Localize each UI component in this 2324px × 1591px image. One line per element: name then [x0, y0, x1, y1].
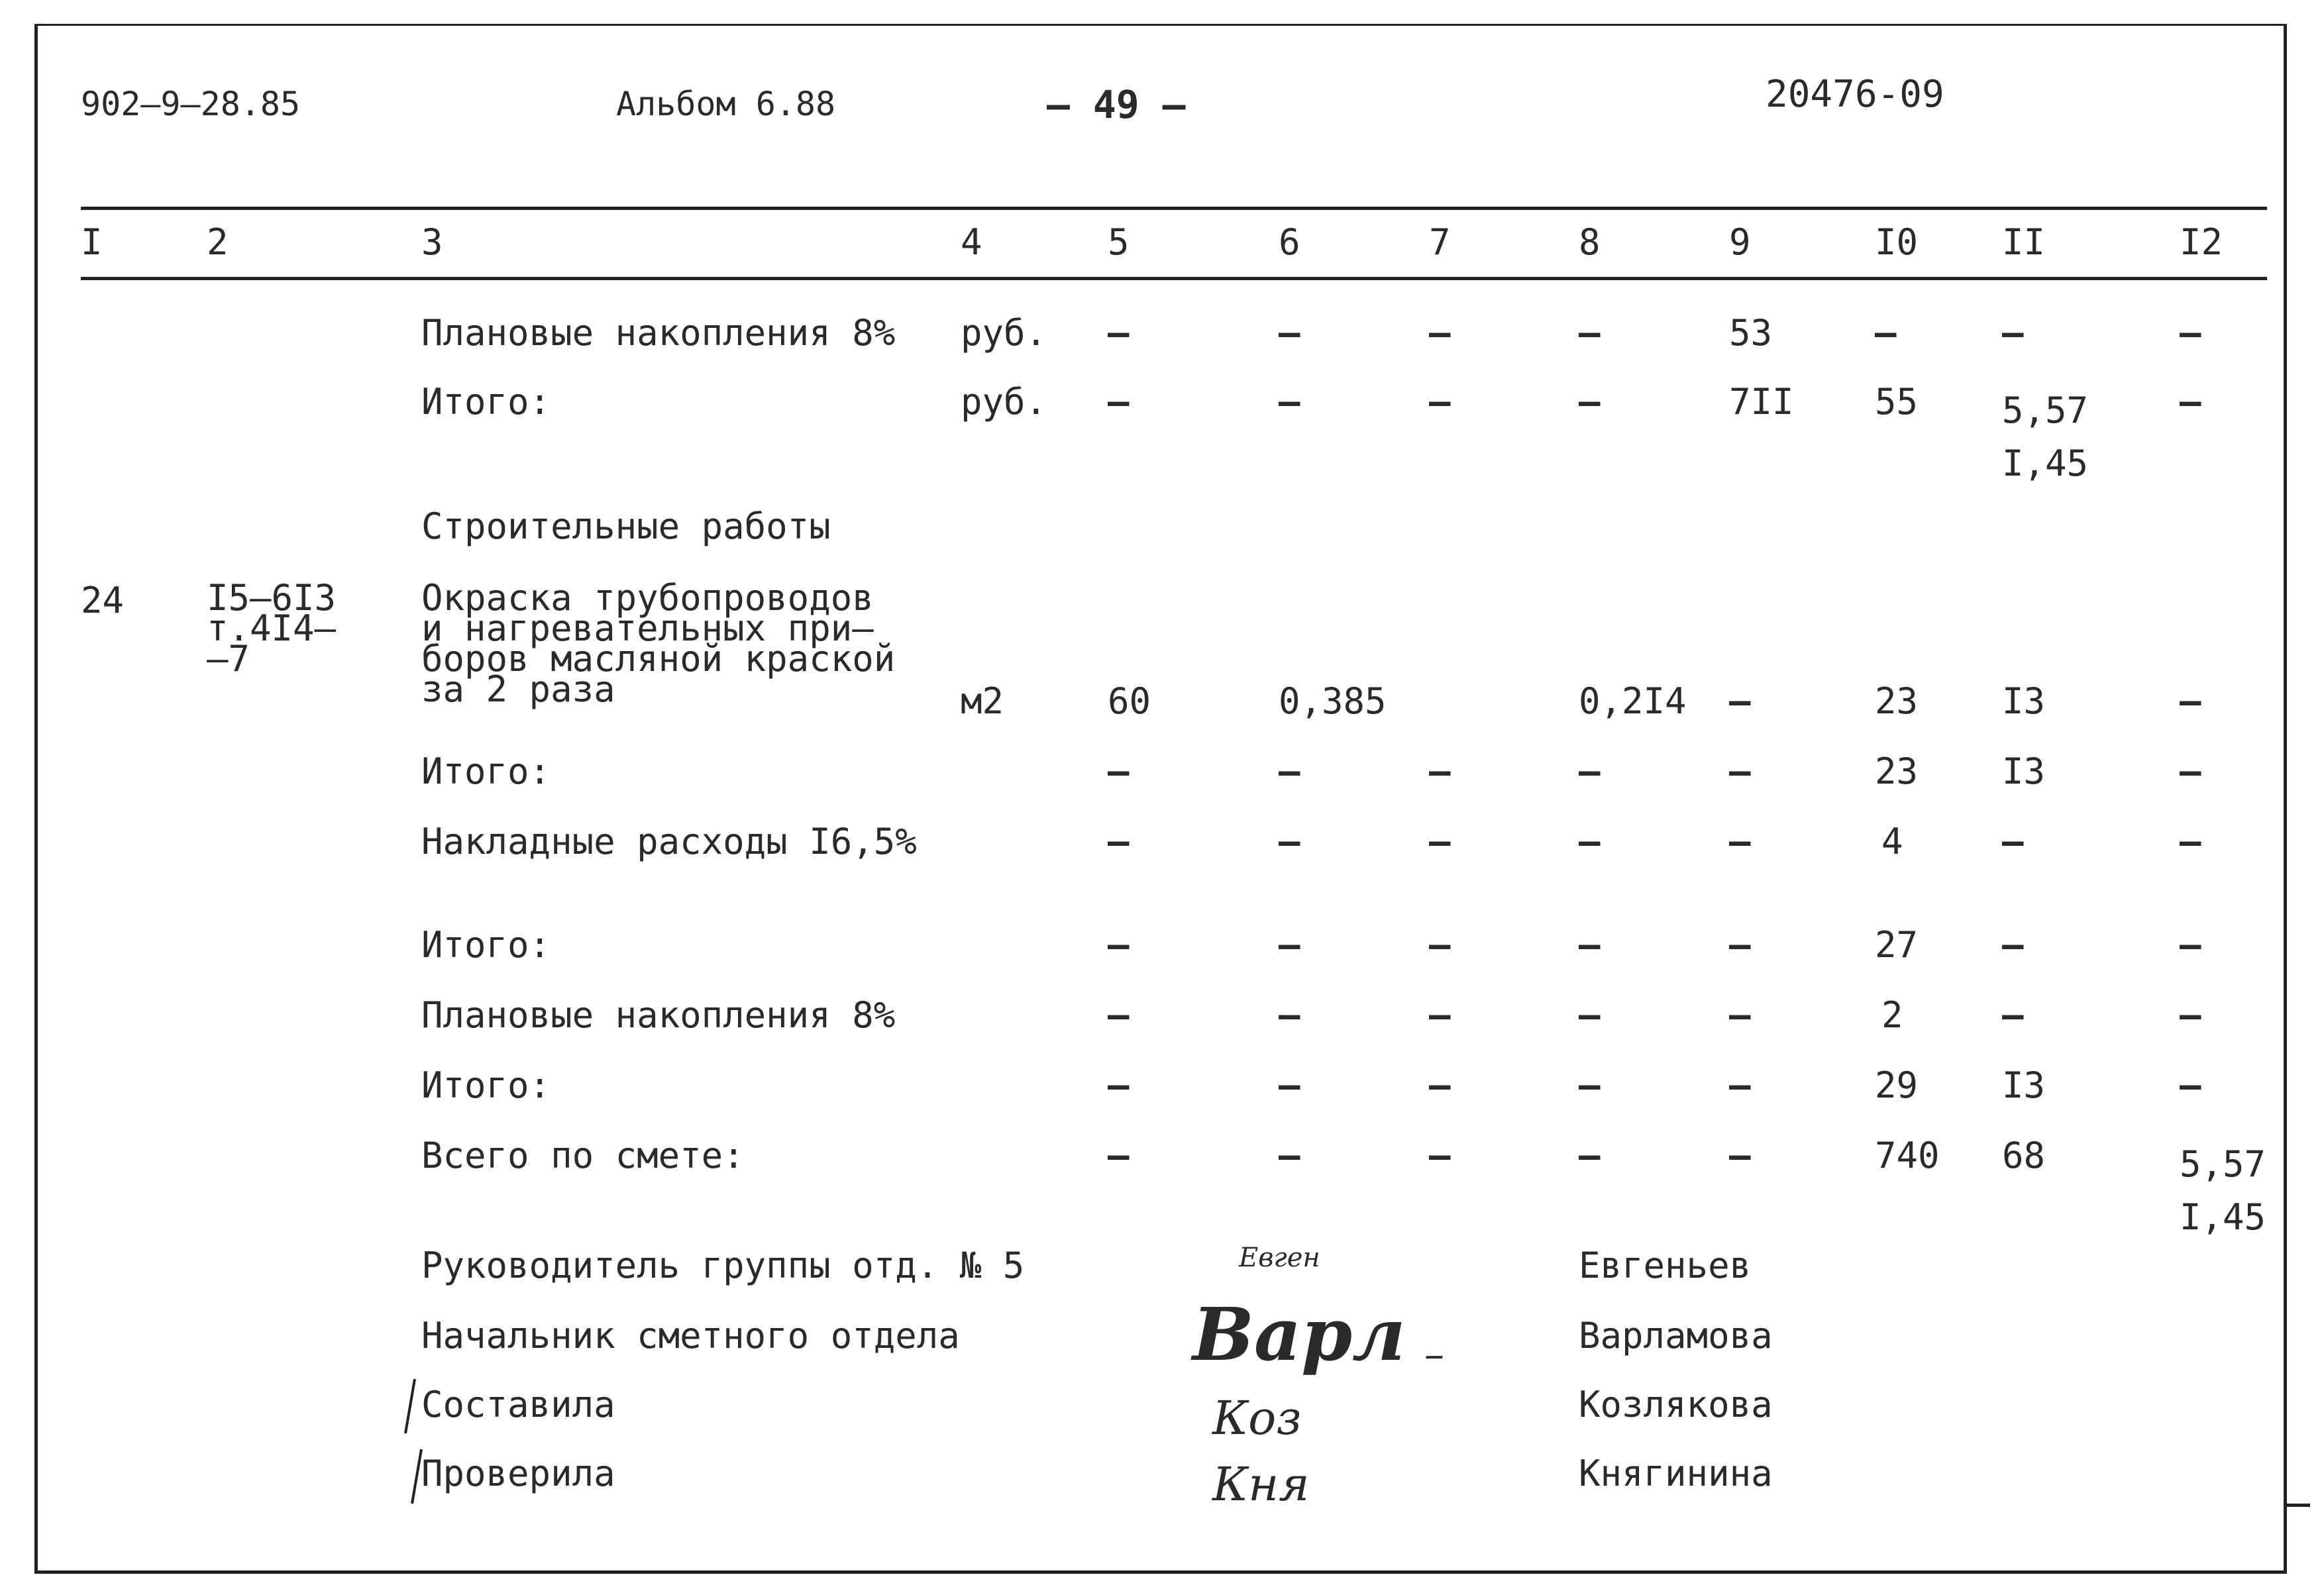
- cell: –: [1429, 994, 1451, 1036]
- item-description: Итого:: [421, 1064, 551, 1106]
- column-header: 3: [421, 221, 443, 263]
- signer-name: Евгеньев: [1579, 1245, 1752, 1286]
- cell: 7II: [1729, 381, 1794, 423]
- cell: –: [1279, 994, 1300, 1036]
- album-label: Альбом 6.88: [616, 85, 836, 123]
- cell: –: [1429, 821, 1451, 862]
- cell: –: [1429, 381, 1451, 423]
- column-header: II: [2002, 221, 2046, 263]
- cell: –: [1579, 1135, 1601, 1176]
- cell: –: [2180, 680, 2201, 722]
- signature-image: Евген: [1239, 1243, 1320, 1273]
- cell: –: [1108, 1064, 1130, 1106]
- cell: –: [1429, 312, 1451, 354]
- signer-name: Козлякова: [1579, 1384, 1773, 1425]
- cell: –: [1579, 821, 1601, 862]
- column-header: 4: [961, 221, 982, 263]
- cell: 53: [1729, 312, 1773, 354]
- document-number: 20476-09: [1766, 73, 1944, 116]
- column-header: 8: [1579, 221, 1601, 263]
- cell: 2: [1881, 994, 1903, 1036]
- edge-mark: [2284, 1504, 2310, 1507]
- cell: –: [1579, 1064, 1601, 1106]
- signer-role: Начальник сметного отдела: [421, 1315, 960, 1357]
- unit: руб.: [961, 312, 1047, 354]
- item-description: Плановые накопления 8%: [421, 994, 896, 1036]
- column-header: 2: [207, 221, 229, 263]
- cell: –: [1429, 1064, 1451, 1106]
- signature-image: Коз: [1212, 1391, 1302, 1445]
- cell: –: [1729, 994, 1751, 1036]
- signer-role: Составила: [421, 1384, 615, 1425]
- cell: –: [1108, 924, 1130, 966]
- cell: –: [2002, 821, 2024, 862]
- cell: –: [1279, 924, 1300, 966]
- document-code: 902–9–28.85: [81, 85, 301, 123]
- item-description: Итого:: [421, 924, 551, 966]
- signer-name: Варламова: [1579, 1315, 1773, 1357]
- cell: 0,385: [1279, 680, 1387, 722]
- item-description: Всего по смете:: [421, 1135, 745, 1176]
- signer-role: Проверила: [421, 1453, 615, 1494]
- cell: –: [1875, 312, 1897, 354]
- signer-role: Руководитель группы отд. № 5: [421, 1245, 1025, 1286]
- item-number: 24: [81, 580, 125, 621]
- cell: –: [2180, 750, 2201, 792]
- unit: м2: [961, 680, 1004, 722]
- cell: 740: [1875, 1135, 1940, 1176]
- cell: –: [1108, 994, 1130, 1036]
- cell: –: [1279, 312, 1300, 354]
- cell: –: [1279, 1064, 1300, 1106]
- column-header: 6: [1279, 221, 1300, 263]
- item-description: Итого:: [421, 381, 551, 423]
- cell: –: [1429, 750, 1451, 792]
- section-title: Строительные работы: [421, 505, 831, 547]
- cell: –: [2180, 821, 2201, 862]
- cell: –: [2180, 1064, 2201, 1106]
- cell: 27: [1875, 924, 1919, 966]
- page-frame: [34, 24, 2287, 1574]
- cell: –: [1729, 1064, 1751, 1106]
- cell: –: [1579, 924, 1601, 966]
- cell: –: [2180, 924, 2201, 966]
- cell: I3: [2002, 680, 2046, 722]
- item-description: Окраска трубопроводов и нагревательных при– боров масляной краской за 2 раза: [421, 577, 896, 710]
- cell: –: [1108, 750, 1130, 792]
- cell: 55: [1875, 381, 1919, 423]
- cell: 5,57 I,45: [2180, 1143, 2266, 1238]
- cell: 0,2I4: [1579, 680, 1687, 722]
- signature-image: –: [1424, 1331, 1444, 1378]
- cell: –: [1429, 924, 1451, 966]
- page-number: – 49 –: [1047, 82, 1186, 127]
- signature-image: Кня: [1212, 1457, 1310, 1512]
- item-description: Итого:: [421, 750, 551, 792]
- cell: –: [1279, 821, 1300, 862]
- cell: –: [1108, 821, 1130, 862]
- column-header: I2: [2180, 221, 2223, 263]
- cell: –: [1279, 750, 1300, 792]
- column-header: 9: [1729, 221, 1751, 263]
- cell: –: [2002, 312, 2024, 354]
- cell: 60: [1108, 680, 1151, 722]
- signer-name: Княгинина: [1579, 1453, 1773, 1494]
- cell: –: [2002, 924, 2024, 966]
- column-header: 7: [1429, 221, 1451, 263]
- column-header: I0: [1875, 221, 1919, 263]
- cell: –: [1108, 312, 1130, 354]
- handwritten-mark: [407, 1447, 427, 1506]
- item-description: Накладные расходы I6,5%: [421, 821, 917, 862]
- cell: –: [2180, 312, 2201, 354]
- cell: –: [1108, 1135, 1130, 1176]
- cell: –: [1108, 381, 1130, 423]
- cell: –: [1579, 994, 1601, 1036]
- cell: –: [1279, 1135, 1300, 1176]
- cell: –: [2180, 381, 2201, 423]
- cell: –: [2180, 994, 2201, 1036]
- signature-image: Варл: [1192, 1292, 1406, 1377]
- header-bottom-rule: [81, 277, 2267, 280]
- cell: –: [1729, 821, 1751, 862]
- cell: –: [1729, 924, 1751, 966]
- cell: –: [1579, 312, 1601, 354]
- cell: 68: [2002, 1135, 2046, 1176]
- cell: –: [1729, 680, 1751, 722]
- cell: 23: [1875, 750, 1919, 792]
- cell: 29: [1875, 1064, 1919, 1106]
- cell: –: [1429, 1135, 1451, 1176]
- unit: руб.: [961, 381, 1047, 423]
- cell: –: [1729, 750, 1751, 792]
- cell: 23: [1875, 680, 1919, 722]
- column-header: 5: [1108, 221, 1130, 263]
- cell: 5,57 I,45: [2002, 389, 2089, 484]
- handwritten-mark: [400, 1376, 420, 1436]
- header-top-rule: [81, 207, 2267, 210]
- cell: –: [1579, 381, 1601, 423]
- cell: I3: [2002, 750, 2046, 792]
- item-description: Плановые накопления 8%: [421, 312, 896, 354]
- cell: –: [2002, 994, 2024, 1036]
- column-header: I: [81, 221, 103, 263]
- cell: –: [1579, 750, 1601, 792]
- cell: –: [1729, 1135, 1751, 1176]
- norm-code: I5–6I3 т.4I4– –7: [207, 577, 337, 680]
- cell: 4: [1881, 821, 1903, 862]
- cell: –: [1279, 381, 1300, 423]
- cell: I3: [2002, 1064, 2046, 1106]
